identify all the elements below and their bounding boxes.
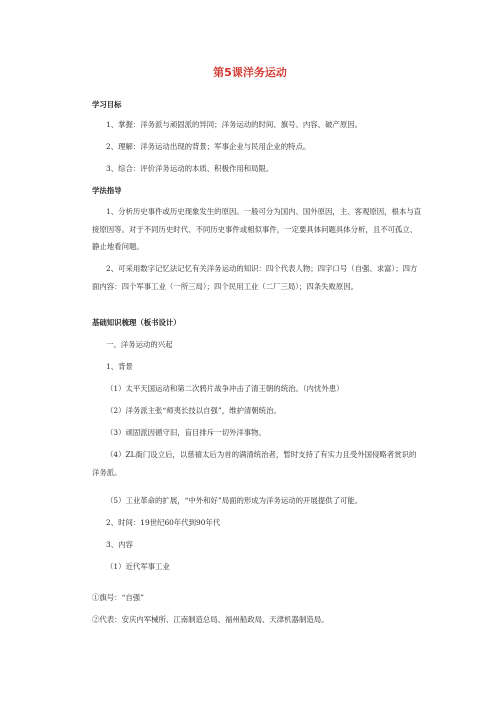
page-title: 第5课洋务运动 [213, 66, 287, 79]
section-heading-1: 一、洋务运动的兴起 [106, 340, 173, 349]
method-item-1: 1、分析历史事件或历史现象发生的原因。一般可分为国内、国外原因，主、客观原因，根本与直接原因等。对于不同历史时代、不同历史事件或相似事件，一定要具体问题具体分析，且不可孤立、静止地看问题。 [92, 207, 422, 251]
background-item-4: （4）ZL衙门设立后，以慈禧太后为首的满清统治者，暂时支持了有实力且受外国侵略者赏识的洋务派。 [92, 450, 417, 477]
time-line: 2、时间：19世纪60年代到90年代 [106, 518, 221, 527]
knowledge-heading: 基础知识梳理（板书设计） [92, 318, 181, 327]
content-heading: 3、内容 [106, 540, 133, 549]
background-item-3: （3）顽固派因循守旧，盲目排斥一切外洋事物。 [106, 428, 266, 437]
background-item-5: （5）工业革命的扩展，“中外和好”局面的形成为洋务运动的开展提供了可能。 [106, 496, 363, 505]
content-item-1: （1）近代军事工业 [106, 562, 170, 571]
goal-item-1: 1、掌握：洋务派与顽固派的异同；洋务运动的时间、旗号、内容、破产原因。 [106, 120, 362, 129]
goals-heading: 学习目标 [92, 100, 122, 109]
background-item-2: （2）洋务派主张“师夷长技以自强”，维护清朝统治。 [106, 406, 281, 415]
method-heading: 学法指导 [92, 186, 122, 195]
goal-item-3: 3、综合：评价洋务运动的本质、积极作用和局限。 [106, 164, 274, 173]
background-heading: 1、背景 [106, 362, 133, 371]
slogan-line: ①旗号：“自强” [92, 593, 144, 602]
representatives-line: ②代表：安庆内军械所、江南制造总局、福州船政局、天津机器制造局。 [92, 615, 329, 624]
goal-item-2: 2、理解：洋务运动出现的背景；军事企业与民用企业的特点。 [106, 142, 311, 151]
method-item-2: 2、可采用数字记忆法记忆有关洋务运动的知识：四个代表人物；四字口号（自强、求富）；四方面内容：四个军事工业（一所三局）；四个民用工业（二厂三局）；四条失败原因。 [92, 264, 418, 291]
background-item-1: （1）太平天国运动和第二次鸦片战争冲击了清王朝的统治。（内忧外患） [106, 384, 344, 393]
